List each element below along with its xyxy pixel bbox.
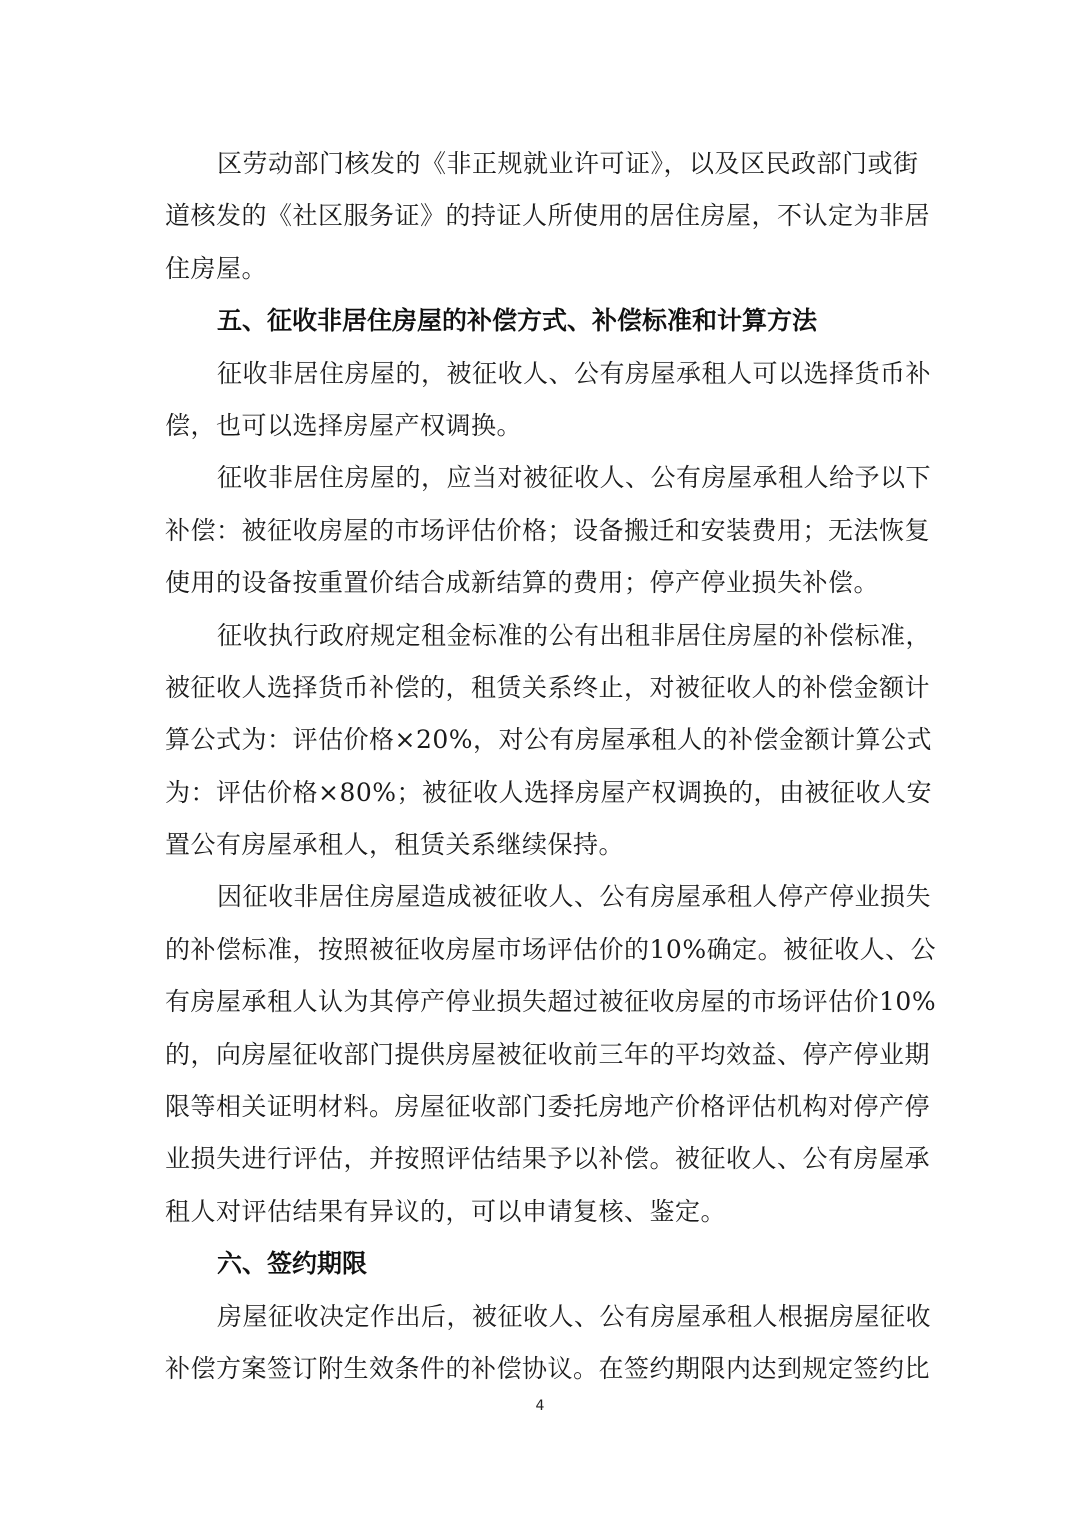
paragraph — [165, 452, 932, 609]
paragraph-line: 被征收人选择货币补偿的，租赁关系终止，对被征收人的补偿金额计 — [165, 672, 931, 702]
paragraph — [165, 138, 931, 295]
paragraph-line: 因征收非居住房屋造成被征收人、公有房屋承租人停产停业损失 — [217, 882, 932, 912]
paragraph — [165, 610, 933, 872]
document-body — [165, 138, 937, 1395]
heading-text: 五、征收非居住房屋的补偿方式、补偿标准和计算方法 — [217, 306, 818, 336]
paragraph-line: 置公有房屋承租人，租赁关系继续保持。 — [165, 830, 625, 860]
paragraph-line: 区劳动部门核发的《非正规就业许可证》，以及区民政部门或街 — [217, 149, 919, 178]
paragraph-line: 使用的设备按重置价结合成新结算的费用；停产停业损失补偿。 — [165, 568, 880, 598]
paragraph-line: 住房屋。 — [165, 253, 268, 283]
paragraph-line: 租人对评估结果有异议的，可以申请复核、鉴定。 — [165, 1196, 727, 1226]
paragraph — [165, 1291, 932, 1396]
paragraph-line: 限等相关证明材料。房屋征收部门委托房地产价格评估机构对停产停 — [165, 1092, 931, 1122]
paragraph-line: 征收非居住房屋的，被征收人、公有房屋承租人可以选择货币补 — [217, 358, 932, 388]
paragraph — [165, 348, 932, 453]
paragraph-line: 道核发的《社区服务证》的持证人所使用的居住房屋，不认定为非居 — [165, 201, 931, 231]
paragraph-line: 补偿方案签订附生效条件的补偿协议。在签约期限内达到规定签约比 — [165, 1353, 931, 1383]
paragraph-line: 业损失进行评估，并按照评估结果予以补偿。被征收人、公有房屋承 — [165, 1144, 931, 1174]
paragraph-line: 算公式为：评估价格×20%，对公有房屋承租人的补偿金额计算公式 — [165, 725, 933, 755]
page-number: 4 — [535, 1398, 545, 1414]
paragraph-line: 的补偿标准，按照被征收房屋市场评估价的10%确定。被征收人、公 — [165, 934, 937, 964]
paragraph-line: 房屋征收决定作出后，被征收人、公有房屋承租人根据房屋征收 — [217, 1301, 932, 1331]
paragraph-line: 征收非居住房屋的，应当对被征收人、公有房屋承租人给予以下 — [217, 463, 932, 493]
paragraph-line: 征收执行政府规定租金标准的公有出租非居住房屋的补偿标准， — [217, 620, 932, 650]
paragraph-line: 补偿：被征收房屋的市场评估价格；设备搬迁和安装费用；无法恢复 — [165, 515, 931, 545]
paragraph — [165, 871, 937, 1238]
section-heading — [165, 1238, 917, 1290]
paragraph-line: 偿，也可以选择房屋产权调换。 — [165, 410, 523, 440]
paragraph-line: 有房屋承租人认为其停产停业损失超过被征收房屋的市场评估价10% — [165, 987, 937, 1017]
section-heading — [165, 295, 917, 347]
paragraph-line: 的，向房屋征收部门提供房屋被征收前三年的平均效益、停产停业期 — [165, 1039, 931, 1069]
heading-text: 六、签约期限 — [217, 1249, 368, 1279]
paragraph-line: 为：评估价格×80%；被征收人选择房屋产权调换的，由被征收人安 — [165, 777, 933, 807]
